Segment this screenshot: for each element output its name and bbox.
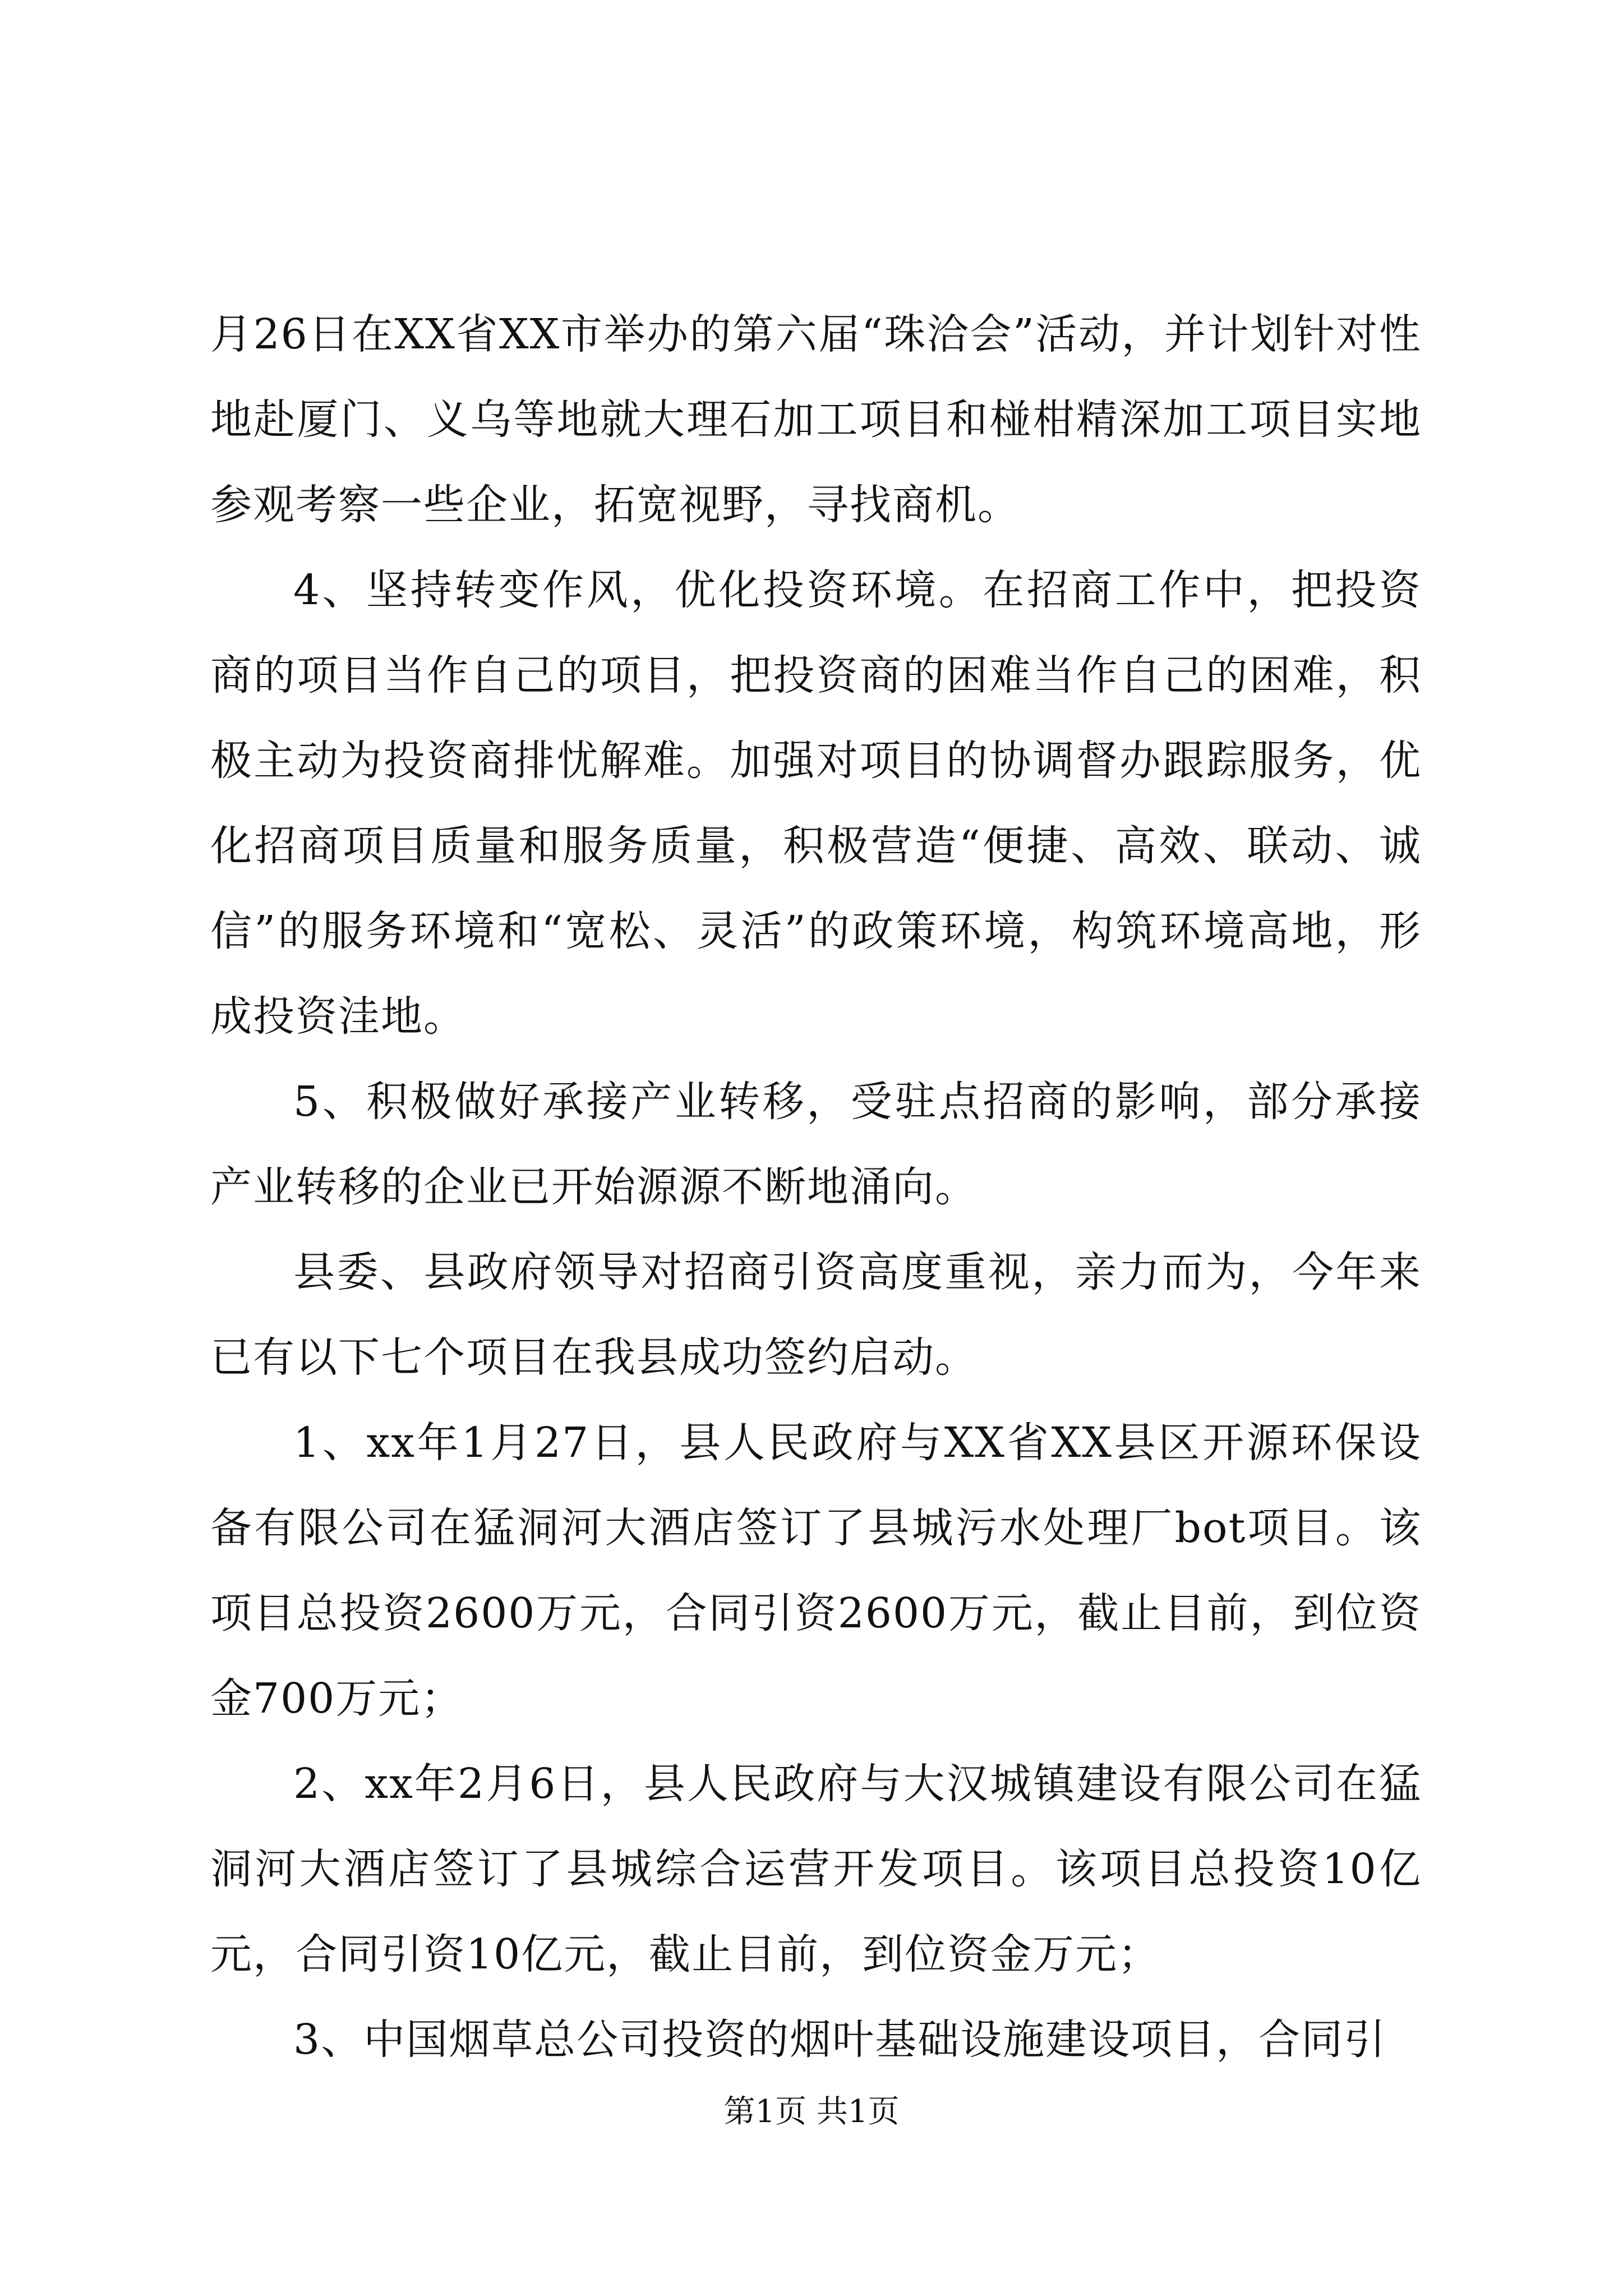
paragraph-4: 县委、县政府领导对招商引资高度重视，亲力而为，今年来已有以下七个项目在我县成功签约启动。 bbox=[210, 1248, 1422, 1382]
paragraph-2: 4、坚持转变作风，优化投资环境。在招商工作中，把投资商的项目当作自己的项目，把投资商的困难当作自己的困难，积极主动为投资商排忧解难。加强对项目的协调督办跟踪服务，优化招商项目质量和服务质量，积极营造“便捷、高效、联动、诚信”的服务环境和“宽松、灵活”的政策环境，构筑环境高地，形成投资洼地。 bbox=[210, 566, 1422, 1041]
document-body bbox=[210, 292, 1422, 2082]
paragraph-7: 3、中国烟草总公司投资的烟叶基础设施建设项目，合同引 bbox=[293, 2016, 1387, 2064]
paragraph-6: 2、xx年2月6日，县人民政府与大汉城镇建设有限公司在猛洞河大酒店签订了县城综合运营开发项目。该项目总投资10亿元，合同引资10亿元，截止目前，到位资金万元； bbox=[210, 1760, 1422, 1978]
page-footer: 第1页 共1页 bbox=[723, 2093, 900, 2130]
paragraph-1: 月26日在XX省XX市举办的第六届“珠洽会”活动，并计划针对性地赴厦门、义乌等地就大理石加工项目和椪柑精深加工项目实地参观考察一些企业，拓宽视野，寻找商机。 bbox=[210, 310, 1422, 529]
paragraph-5: 1、xx年1月27日，县人民政府与XX省XX县区开源环保设备有限公司在猛洞河大酒店签订了县城污水处理厂bot项目。该项目总投资2600万元，合同引资2600万元，截止目前，到位资金700万元； bbox=[210, 1419, 1422, 1723]
paragraph-3: 5、积极做好承接产业转移，受驻点招商的影响，部分承接产业转移的企业已开始源源不断地涌向。 bbox=[210, 1078, 1422, 1211]
